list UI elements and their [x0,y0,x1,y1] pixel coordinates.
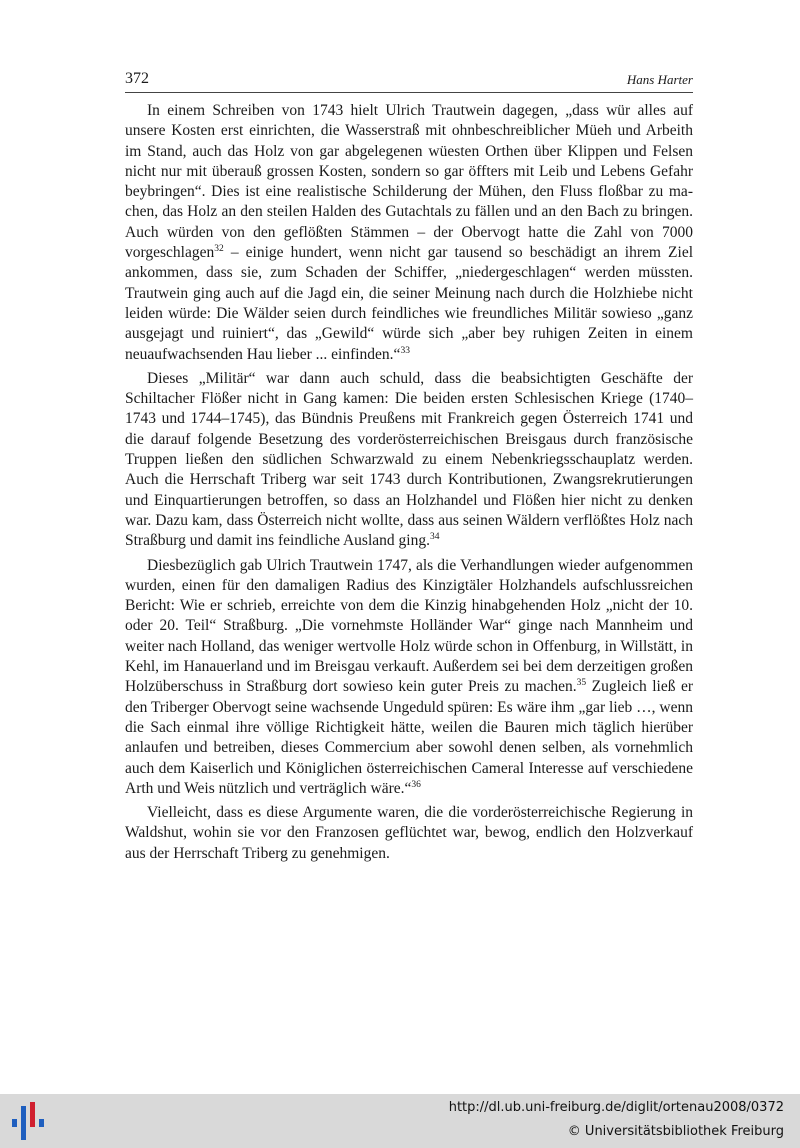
paragraph [125,369,693,552]
copyright-notice: © Universitätsbibliothek Freiburg [567,1124,784,1139]
footnote-ref: 32 [214,244,224,255]
paragraph [125,101,693,365]
text-run: Zugleich ließ er den Triberger Obervogt seine wachsende Ungeduld spüren: Es wäre ihm „gar lieb …, wenn die Sach einmal ihre völlige Richtigkeit hätte, weilen die Bauren mich täglich hierüber anlaufen und betreiben, dieses Commercium aber sowohl denen selben, als vornehmlich auch dem Kaiserlich und Königlichen österreichischen Cameral Interesse auf verschiedene Arth und Weis nützlich und verträglich wäre.“ [125,678,693,797]
paragraph [125,556,693,800]
ub-freiburg-logo-icon [12,1102,52,1142]
running-head-author: Hans Harter [626,72,693,87]
text-run: Dieses „Militär“ war dann auch schuld, dass die beabsichtigten Geschäfte der Schiltacher Flößer nicht in Gang kamen: Die beiden ersten Schlesischen Kriege (1740–1743 und 1744–1745), das Bündnis Preußens mit Frankreich gegen Österreich 1741 und die darauf folgende Besetzung des vorderösterreichischen Breisgaus durch französische Truppen ließen den südlichen Schwarzwald zu einem Nebenkriegsschauplatz werden. Auch die Herrschaft Triberg war seit 1743 durch Kontributionen, Zwangsrekrutierungen und Einquartierungen betroffen, so dass an Holzhandel und Flößen hier nicht zu denken war. Dazu kam, dass Österreich nicht wollte, dass aus seinen Wäldern verflößtes Holz nach Straßburg und damit ins feindliche Ausland ging. [125,369,693,550]
logo-bar [12,1119,17,1127]
article-body [125,101,693,864]
footnote-ref: 34 [429,532,440,543]
footnote-ref: 35 [576,678,587,689]
logo-bar [39,1119,44,1127]
text-run: Diesbezüglich gab Ulrich Trautwein 1747, als die Verhandlungen wieder aufgenommen wurden, einen für den damaligen Radius des Kinzigtäler Holzhandels aufschlussreichen Bericht: Wie er schrieb, erreichte von dem die Kinzig hinabgehenden Holz „nicht der 10. oder 20. Teil“ Straßburg. „Die vornehmste Holländer War“ ginge nach Mannheim und weiter nach Holland, das weniger wertvolle Holz würde schon in Offenburg, in Willstätt, in Kehl, im Hanauerland und im Breisgau verkauft. Außerdem sei bei dem derzeitigen großen Holzüberschuss in Straßburg dort sowieso kein guter Preis zu machen. [125,556,693,696]
text-run: Vielleicht, dass es diese Argumente waren, die die vorderösterreichische Regierung in Waldshut, wohin sie vor den Franzosen geflüchtet war, bewog, endlich den Holzverkauf aus der Herrschaft Triberg zu genehmigen. [125,804,693,862]
page-header [125,70,693,93]
footnote-ref: 36 [411,779,421,790]
text-run: – einige hundert, wenn nicht gar tausend so beschädigt an ihrem Ziel ankommen, dass sie, zum Schaden der Schiffer, „niedergeschlagen“ werden müssten. Trautwein ging auch auf die Jagd ein, die seiner Meinung nach durch die Holzhiebe nicht leiden würde: Die Wälder seien durch feindliches wie freundliches Militär sowieso „ganz ausgejagt und ruiniert“, das „Gewild“ würde sich „aber bey ruhigen Zeiten in einem neuaufwachsenden Hau lieber ... einfinden.“ [125,244,693,363]
footer-bar [0,1094,800,1148]
source-url-link[interactable]: http://dl.ub.uni-freiburg.de/diglit/ortenau2008/0372 [448,1100,784,1115]
page-number: 372 [125,70,149,87]
logo-bar [21,1106,26,1140]
text-run: In einem Schreiben von 1743 hielt Ulrich Trautwein dagegen, „dass wür alles auf unsere Kosten erst einrichten, die Wasserstraß mit ohnbeschreiblicher Müeh und Arbeith im Stand, auch das Holz von gar abgelegenen wüesten Orthen über Klippen und Felsen nicht nur mit überauß grossen Kosten, sondern so gar öffters mit Leib und Lebens Gefahr beybringen“. Dies ist eine realistische Schilderung der Mühen, den Fluss floßbar zu machen, das Holz an den steilen Halden des Gutachtals zu fällen und an den Bach zu bringen. Auch würden von den geflößten Stämmen – der Obervogt hatte die Zahl von 7000 vorgeschlagen [125,102,693,262]
paragraph [125,803,693,864]
logo-bar [30,1102,35,1127]
footnote-ref: 33 [400,345,410,356]
